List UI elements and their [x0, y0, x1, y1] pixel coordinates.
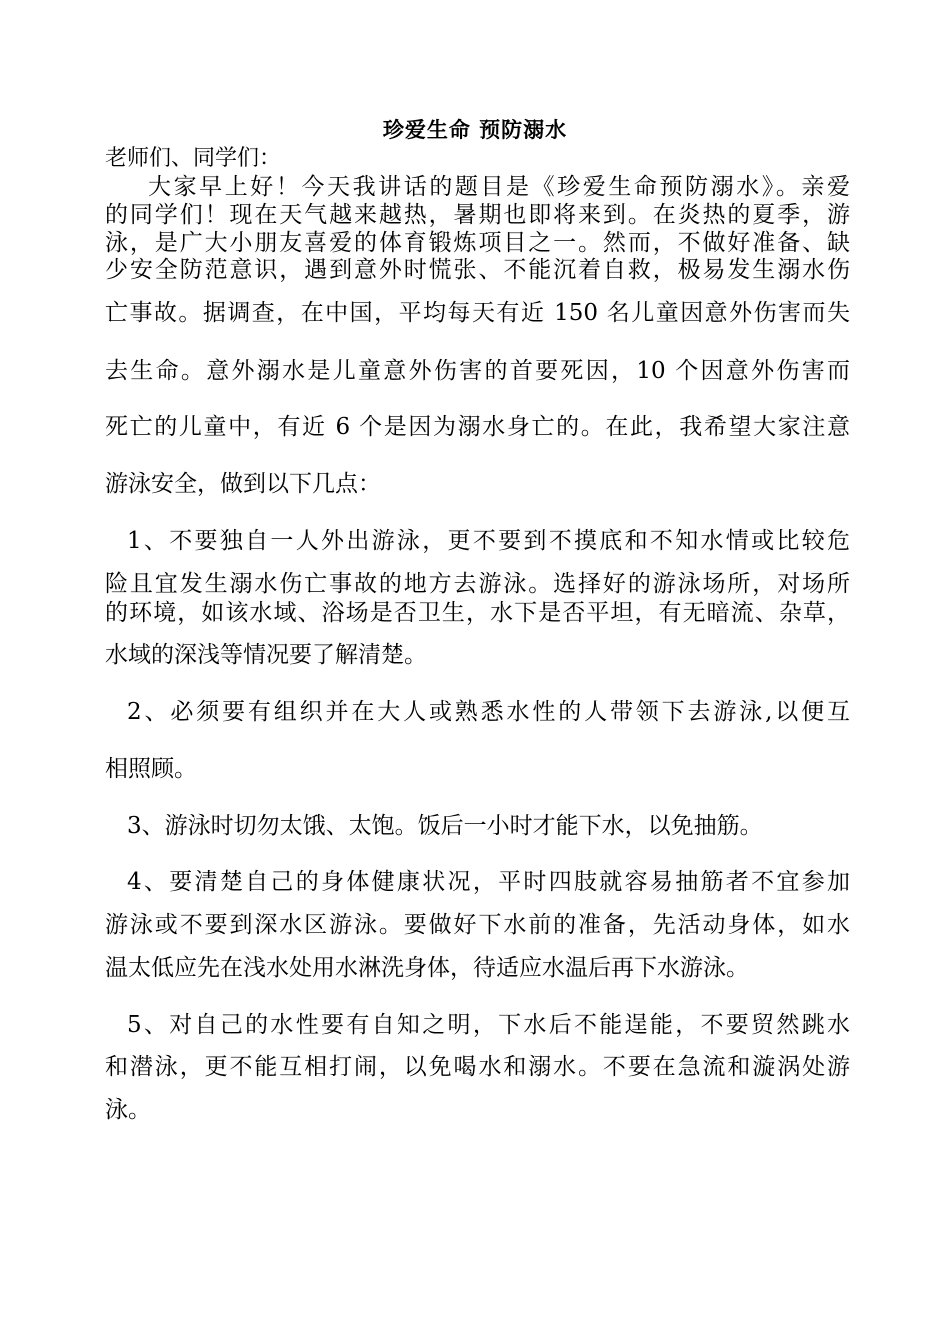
body-line-5: 亡事故。据调查，在中国，平均每天有近 150 名儿童因意外伤害而失: [105, 300, 850, 326]
body-line-1: 大家早上好！今天我讲话的题目是《珍爱生命预防溺水》。亲爱: [148, 174, 850, 200]
body-line-6: 去生命。意外溺水是儿童意外伤害的首要死因，10 个因意外伤害而: [105, 358, 850, 384]
point-4-line-3: 温太低应先在浅水处用水淋洗身体，待适应水温后再下水游泳。: [105, 955, 749, 981]
body-line-4: 少安全防范意识，遇到意外时慌张、不能沉着自救，极易发生溺水伤: [105, 257, 850, 283]
point-5-line-1: 5、对自己的水性要有自知之明，下水后不能逞能，不要贸然跳水: [127, 1012, 850, 1038]
point-1-line-1: 1、不要独自一人外出游泳，更不要到不摸底和不知水情或比较危: [127, 528, 850, 554]
point-4-line-2: 游泳或不要到深水区游泳。要做好下水前的准备，先活动身体，如水: [105, 912, 850, 938]
body-line-8: 游泳安全，做到以下几点：: [105, 471, 381, 497]
point-1-line-4: 水域的深浅等情况要了解清楚。: [105, 642, 427, 668]
greeting-line: 老师们、同学们：: [105, 146, 282, 171]
body-line-2: 的同学们！现在天气越来越热，暑期也即将来到。在炎热的夏季，游: [105, 202, 850, 228]
point-1-line-3: 的环境，如该水域、浴场是否卫生，水下是否平坦，有无暗流、杂草，: [105, 600, 850, 626]
point-5-line-3: 泳。: [105, 1097, 151, 1123]
point-1-line-2: 险且宜发生溺水伤亡事故的地方去游泳。选择好的游泳场所，对场所: [105, 571, 850, 597]
point-2-line-1: 2、必须要有组织并在大人或熟悉水性的人带领下去游泳,以便互: [127, 699, 850, 725]
body-line-3: 泳，是广大小朋友喜爱的体育锻炼项目之一。然而，不做好准备、缺: [105, 230, 850, 256]
body-line-7: 死亡的儿童中，有近 6 个是因为溺水身亡的。在此，我希望大家注意: [105, 414, 850, 440]
point-4-line-1: 4、要清楚自己的身体健康状况，平时四肢就容易抽筋者不宜参加: [127, 869, 850, 895]
point-5-line-2: 和潜泳，更不能互相打闹，以免喝水和溺水。不要在急流和漩涡处游: [105, 1054, 850, 1080]
document-title: 珍爱生命 预防溺水: [382, 118, 568, 142]
point-2-line-2: 相照顾。: [105, 756, 197, 782]
point-3-line-1: 3、游泳时切勿太饿、太饱。饭后一小时才能下水，以免抽筋。: [127, 813, 763, 839]
